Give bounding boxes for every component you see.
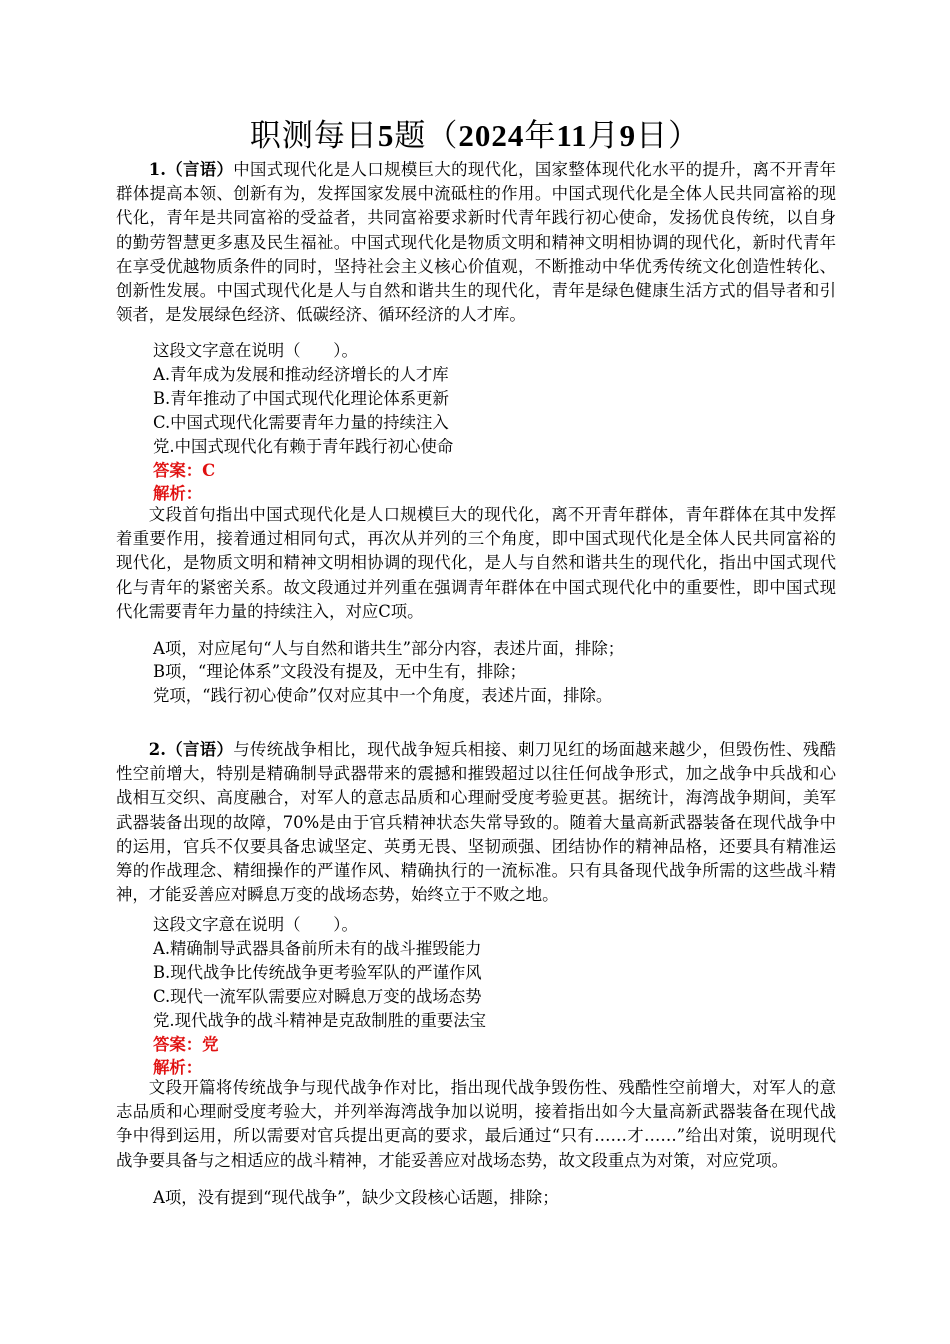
question-2-note-a: A项，没有提到“现代战争”，缺少文段核心话题，排除；: [153, 1188, 559, 1207]
question-2-tag: （言语）: [165, 740, 234, 759]
question-1-tag: （言语）: [165, 160, 234, 179]
question-2-analysis: [116, 1076, 836, 1173]
question-1-option-c: C.中国式现代化需要青年力量的持续注入: [153, 413, 449, 432]
question-1-analysis: [116, 503, 836, 624]
question-1-analysis-label: 解析：: [153, 484, 203, 503]
question-2-text: 与传统战争相比，现代战争短兵相接、刺刀见红的场面越来越少，但毁伤性、残酷性空前增大，特别是精确制导武器带来的震撼和摧毁超过以往任何战争形式，加之战争中兵战和心战相互交织、高度融合，对军人的意志品质和心理耐受度考验更甚。据统计，海湾战争期间，美军武器装备出现的故障，70%是由于官兵精神状态失常导致的。随着大量高新武器装备在现代战争中的运用，官兵不仅要具备忠诚坚定、英勇无畏、坚韧顽强、团结协作的精神品格，还要具有精准运筹的作战理念、精细操作的严谨作风、精确执行的一流标准。只有具备现代战争所需的这些战斗精神，才能妥善应对瞬息万变的战场态势，始终立于不败之地。: [116, 740, 837, 905]
question-1-number: 1.: [148, 160, 166, 179]
question-2-answer: 答案：党: [153, 1035, 219, 1054]
question-2-analysis-text: 文段开篇将传统战争与现代战争作对比，指出现代战争毁伤性、残酷性空前增大，对军人的意志品质和心理耐受度考验大，并列举海湾战争加以说明，接着指出如今大量高新武器装备在现代战争中得到运用，所以需要对官兵提出更高的要求，最后通过“只有……才……”给出对策，说明现代战争要具备与之相适应的战斗精神，才能妥善应对战场态势，故文段重点为对策，对应党项。: [116, 1078, 836, 1170]
page-title: 职测每日5题（2024年11月9日）: [249, 118, 701, 153]
question-2-option-c: C.现代一流军队需要应对瞬息万变的战场态势: [153, 987, 482, 1006]
question-2-number: 2.: [148, 740, 166, 759]
question-2-option-a: A.精确制导武器具备前所未有的战斗摧毁能力: [153, 939, 482, 958]
question-2-analysis-label: 解析：: [153, 1058, 203, 1077]
question-1-answer: 答案：C: [153, 461, 216, 480]
question-1-note-a: A项，对应尾句“人与自然和谐共生”部分内容，表述片面，排除；: [153, 639, 625, 658]
question-2-option-d: 党.现代战争的战斗精神是克敌制胜的重要法宝: [153, 1011, 487, 1030]
question-1-option-a: A.青年成为发展和推动经济增长的人才库: [153, 365, 449, 384]
question-2-stem: 这段文字意在说明（ ）。: [153, 915, 358, 934]
question-1-note-d: 党项，“践行初心使命”仅对应其中一个角度，表述片面，排除。: [153, 686, 613, 705]
question-1-option-d: 党.中国式现代化有赖于青年践行初心使命: [153, 437, 454, 456]
question-1-analysis-text: 文段首句指出中国式现代化是人口规模巨大的现代化，离不开青年群体，青年群体在其中发挥着重要作用，接着通过相同句式，再次从并列的三个角度，即中国式现代化是全体人民共同富裕的现代化，是物质文明和精神文明相协调的现代化，是人与自然和谐共生的现代化，指出中国式现代化与青年的紧密关系。故文段通过并列重在强调青年群体在中国式现代化中的重要性，即中国式现代化需要青年力量的持续注入，对应C项。: [116, 505, 836, 621]
question-2-passage: [116, 738, 836, 907]
question-1-text: 中国式现代化是人口规模巨大的现代化，国家整体现代化水平的提升，离不开青年群体提高本领、创新有为，发挥国家发展中流砥柱的作用。中国式现代化是全体人民共同富裕的现代化，青年是共同富裕的受益者，共同富裕要求新时代青年践行初心使命，发扬优良传统，以自身的勤劳智慧更多惠及民生福祉。中国式现代化是物质文明和精神文明相协调的现代化，新时代青年在享受优越物质条件的同时，坚持社会主义核心价值观，不断推动中华优秀传统文化创造性转化、创新性发展。中国式现代化是人与自然和谐共生的现代化，青年是绿色健康生活方式的倡导者和引领者，是发展绿色经济、低碳经济、循环经济的人才库。: [116, 160, 837, 325]
question-1-note-b: B项，“理论体系”文段没有提及，无中生有，排除；: [153, 662, 527, 681]
question-1-stem: 这段文字意在说明（ ）。: [153, 341, 358, 360]
question-1-passage: [116, 158, 836, 327]
question-2-option-b: B.现代战争比传统战争更考验军队的严谨作风: [153, 963, 482, 982]
question-1-option-b: B.青年推动了中国式现代化理论体系更新: [153, 389, 449, 408]
